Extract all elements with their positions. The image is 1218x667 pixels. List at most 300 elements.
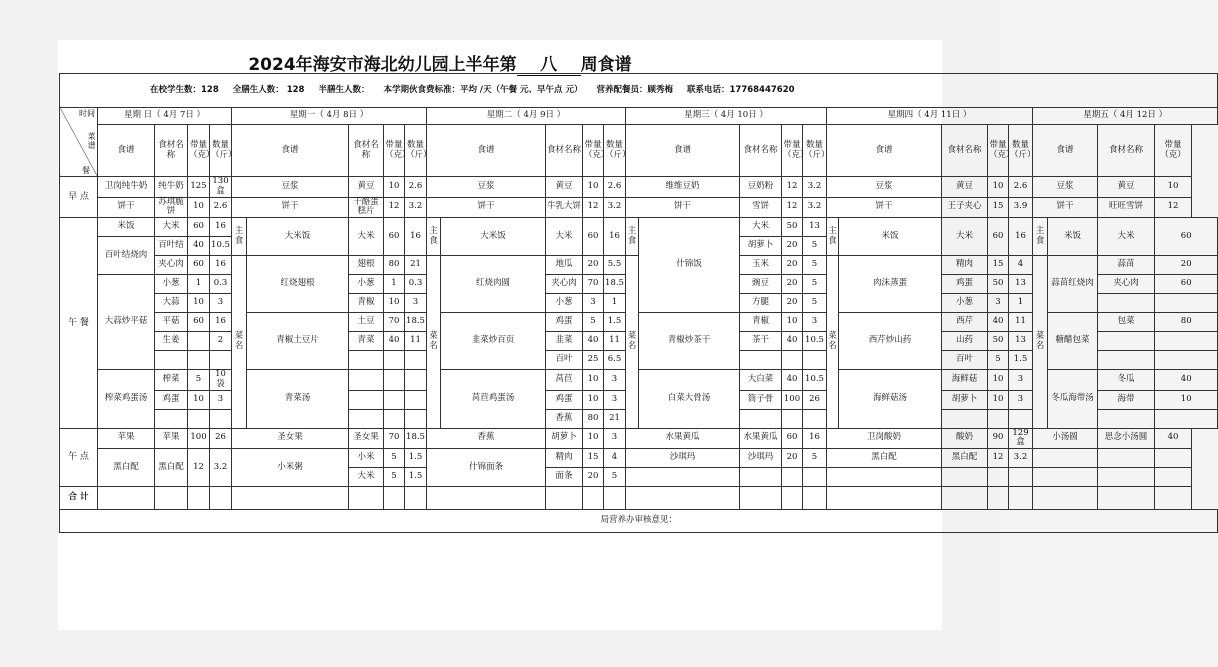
table-cell: 18.5	[405, 428, 427, 449]
info-full-board: 全膳生人数： 128	[232, 84, 305, 95]
col-header-qty: 数量（斤）	[405, 125, 427, 177]
table-cell: 2.6	[405, 177, 427, 198]
table-cell	[1009, 487, 1033, 510]
table-cell: 什锦面条	[427, 449, 546, 487]
table-cell: 小葱	[155, 275, 188, 294]
table-cell: 山药	[942, 332, 988, 351]
table-cell: 26	[210, 428, 232, 449]
table-cell: 90	[988, 428, 1009, 449]
table-cell	[1009, 468, 1033, 487]
table-cell: 13	[803, 218, 827, 237]
table-cell: 10.5	[803, 332, 827, 351]
table-cell: 3.2	[1009, 449, 1033, 468]
table-cell: 黄豆	[546, 177, 583, 198]
table-cell	[427, 487, 546, 510]
table-cell: 豆浆	[1033, 177, 1098, 198]
table-cell	[1033, 449, 1098, 468]
table-cell: 1.5	[405, 449, 427, 468]
col-header-dish: 食谱	[427, 125, 546, 177]
table-cell	[942, 409, 988, 428]
table-cell: 5	[988, 351, 1009, 370]
table-cell	[98, 487, 155, 510]
table-row	[60, 218, 1218, 237]
table-cell	[155, 487, 188, 510]
info-dietitian: 营养配餐员：顾秀梅	[596, 84, 673, 95]
table-cell: 茶干	[740, 332, 782, 351]
table-cell: 1	[1009, 294, 1033, 313]
table-cell: 百叶结	[155, 237, 188, 256]
table-cell: 11	[405, 332, 427, 351]
table-cell	[1155, 449, 1192, 468]
table-cell: 黄豆	[942, 177, 988, 198]
table-cell: 黑白配	[98, 449, 155, 487]
table-cell: 4	[1009, 256, 1033, 275]
table-cell: 饼干	[827, 197, 942, 218]
table-cell: 百叶	[546, 351, 583, 370]
review-opinion: 局营养办审核意见：	[60, 510, 1218, 533]
dish-name: 西芹炒山药	[839, 313, 942, 370]
col-header-ingredient: 食材名称	[546, 125, 583, 177]
table-cell	[188, 351, 210, 370]
table-cell	[349, 409, 384, 428]
corner-time: 时间	[79, 109, 95, 118]
dish-name: 青菜汤	[247, 370, 349, 429]
table-cell: 20	[583, 256, 604, 275]
table-cell: 黄豆	[1098, 177, 1155, 198]
table-cell: 1.5	[405, 468, 427, 487]
table-cell	[384, 487, 405, 510]
table-cell: 榨菜	[155, 370, 188, 391]
table-cell: 100	[188, 428, 210, 449]
table-cell: 蒜苗	[1098, 256, 1155, 275]
table-cell: 70	[384, 313, 405, 332]
section-staple: 主 食	[626, 218, 639, 256]
section-total: 合 计	[60, 487, 98, 510]
table-cell: 1.5	[1009, 351, 1033, 370]
table-cell: 3.2	[803, 177, 827, 198]
table-cell: 大米	[349, 218, 384, 256]
table-cell: 40	[583, 332, 604, 351]
table-cell: 胡萝卜	[740, 237, 782, 256]
table-cell	[1155, 294, 1218, 313]
table-cell: 海鲜菇	[942, 370, 988, 391]
table-cell: 王子夹心	[942, 197, 988, 218]
table-cell	[782, 468, 803, 487]
day-header: 星期二（ 4月 9日 ）	[427, 108, 626, 125]
table-cell: 2.6	[604, 177, 626, 198]
table-cell	[1098, 487, 1155, 510]
table-cell	[1155, 351, 1218, 370]
table-cell: 60	[988, 218, 1009, 256]
table-cell: 5	[604, 468, 626, 487]
table-cell: 10.5	[210, 237, 232, 256]
table-cell	[349, 351, 384, 370]
table-cell: 3	[604, 390, 626, 409]
table-cell: 青椒	[349, 294, 384, 313]
table-cell: 21	[604, 409, 626, 428]
table-row	[60, 428, 1218, 449]
table-cell: 5	[384, 449, 405, 468]
table-cell: 18.5	[604, 275, 626, 294]
table-cell: 玉米	[740, 256, 782, 275]
table-cell	[803, 351, 827, 370]
table-cell: 12	[188, 449, 210, 487]
table-cell: 香蕉	[546, 409, 583, 428]
table-cell: 0.3	[405, 275, 427, 294]
col-header-qty: 数量（斤）	[210, 125, 232, 177]
table-cell: 1.5	[604, 313, 626, 332]
table-cell: 10	[1155, 177, 1192, 198]
dish-name: 韭菜炒百页	[441, 313, 546, 370]
table-cell	[740, 409, 782, 428]
table-cell: 12	[384, 197, 405, 218]
col-header-ingredient: 食材名称	[1098, 125, 1155, 177]
table-cell	[405, 390, 427, 409]
table-cell: 80	[384, 256, 405, 275]
table-cell: 60	[782, 428, 803, 449]
table-cell: 夹心肉	[546, 275, 583, 294]
table-row	[60, 487, 1218, 510]
section-dishes: 菜 名	[1033, 256, 1048, 429]
section-dishes: 菜 名	[626, 256, 639, 429]
table-cell: 40	[782, 370, 803, 391]
table-cell: 80	[1155, 313, 1218, 332]
table-row	[60, 108, 1218, 125]
table-cell: 思念小汤圆	[1098, 428, 1155, 449]
table-cell: 雪饼	[740, 197, 782, 218]
table-cell	[1155, 332, 1218, 351]
table-cell	[1033, 468, 1098, 487]
info-fee-standard: 本学期伙食费标准：平均 /天（午餐 元、早午点 元）	[383, 84, 583, 95]
table-cell: 60	[1155, 218, 1218, 256]
table-cell: 大蒜	[155, 294, 188, 313]
table-cell: 16	[405, 218, 427, 256]
table-cell	[349, 370, 384, 391]
section-staple: 主 食	[427, 218, 441, 256]
table-cell: 10	[782, 313, 803, 332]
table-cell: 豆浆	[427, 177, 546, 198]
table-cell: 豆浆	[827, 177, 942, 198]
table-cell: 16	[604, 218, 626, 256]
table-cell: 豆浆	[232, 177, 349, 198]
table-cell: 50	[988, 275, 1009, 294]
table-cell: 6.5	[604, 351, 626, 370]
table-cell: 10	[384, 294, 405, 313]
table-cell: 16	[210, 218, 232, 237]
table-cell: 精肉	[546, 449, 583, 468]
table-cell: 3	[988, 294, 1009, 313]
table-cell: 苹果	[155, 428, 188, 449]
table-cell	[210, 351, 232, 370]
table-cell: 10	[988, 177, 1009, 198]
table-cell: 冬瓜	[1098, 370, 1155, 391]
table-cell: 3.2	[803, 197, 827, 218]
table-cell: 大米	[155, 218, 188, 237]
table-cell: 26	[803, 390, 827, 409]
table-cell	[604, 487, 626, 510]
table-cell: 5	[583, 313, 604, 332]
table-cell: 20	[583, 468, 604, 487]
col-header-dish: 食谱	[232, 125, 349, 177]
table-cell: 12	[782, 177, 803, 198]
table-row	[60, 125, 1218, 177]
table-cell: 小葱	[349, 275, 384, 294]
table-cell	[1098, 468, 1155, 487]
table-cell	[1098, 351, 1155, 370]
info-phone: 联系电话：17768447620	[686, 84, 795, 95]
table-cell	[626, 468, 740, 487]
table-cell: 黄豆	[349, 177, 384, 198]
table-cell	[384, 409, 405, 428]
table-cell: 10.5	[803, 370, 827, 391]
table-cell: 饼干	[98, 197, 155, 218]
table-cell: 10	[188, 197, 210, 218]
table-cell: 水果黄瓜	[740, 428, 782, 449]
table-cell: 水果黄瓜	[626, 428, 740, 449]
table-cell: 饼干	[626, 197, 740, 218]
table-cell: 15	[988, 197, 1009, 218]
col-header-dish: 食谱	[626, 125, 740, 177]
col-header-ingredient: 食材名称	[942, 125, 988, 177]
table-cell: 40	[1155, 370, 1218, 391]
dish-name: 大米饭	[247, 218, 349, 256]
dish-name: 百叶结烧肉	[98, 237, 155, 275]
col-header-qty: 数量（斤）	[1009, 125, 1033, 177]
info-bar	[60, 74, 1218, 108]
table-cell	[405, 409, 427, 428]
table-cell: 面条	[546, 468, 583, 487]
table-cell	[232, 487, 349, 510]
table-cell: 韭菜	[546, 332, 583, 351]
section-breakfast: 早 点	[60, 177, 98, 218]
title-suffix: 周食谱	[580, 55, 632, 75]
table-cell: 旺旺雪饼	[1098, 197, 1155, 218]
table-cell: 平菇	[155, 313, 188, 332]
table-cell	[942, 487, 988, 510]
table-cell: 小汤圆	[1033, 428, 1098, 449]
table-cell: 胡萝卜	[546, 428, 583, 449]
table-cell	[583, 487, 604, 510]
table-cell: 3	[210, 390, 232, 409]
table-cell: 3	[604, 428, 626, 449]
corner-meal: 餐	[82, 165, 90, 175]
table-cell: 1	[188, 275, 210, 294]
table-cell: 12	[988, 449, 1009, 468]
table-cell: 10	[583, 428, 604, 449]
table-cell: 西芹	[942, 313, 988, 332]
dish-name: 白菜大骨汤	[639, 370, 740, 429]
table-cell	[1009, 409, 1033, 428]
table-cell	[546, 487, 583, 510]
dish-name: 米饭	[839, 218, 942, 256]
table-cell: 海带	[1098, 390, 1155, 409]
table-cell: 夹心肉	[155, 256, 188, 275]
dish-name: 米饭	[98, 218, 155, 237]
dish-name: 大蒜炒平菇	[98, 275, 155, 370]
table-cell: 12	[1155, 197, 1192, 218]
section-staple: 主 食	[827, 218, 839, 256]
table-cell: 方腿	[740, 294, 782, 313]
dish-name: 红烧翅根	[247, 256, 349, 313]
table-cell: 沙琪玛	[626, 449, 740, 468]
day-header: 星期 日（ 4月 7日 ）	[98, 108, 232, 125]
col-header-amount: 带量（克）	[1155, 125, 1192, 177]
table-cell	[803, 487, 827, 510]
table-cell: 10	[188, 390, 210, 409]
dish-name: 海鲜菇汤	[839, 370, 942, 429]
table-cell	[188, 487, 210, 510]
table-cell	[1098, 294, 1155, 313]
table-cell: 5	[803, 237, 827, 256]
table-cell: 20	[782, 275, 803, 294]
table-cell: 大米	[349, 468, 384, 487]
table-cell: 18.5	[405, 313, 427, 332]
day-header: 星期五（ 4月 12日 ）	[1033, 108, 1218, 125]
table-cell	[626, 487, 740, 510]
table-cell: 地瓜	[546, 256, 583, 275]
table-cell: 大米	[546, 218, 583, 256]
title-week-number: 八	[517, 50, 581, 76]
table-cell: 5	[803, 275, 827, 294]
table-cell: 16	[210, 256, 232, 275]
table-cell: 13	[1009, 332, 1033, 351]
table-cell: 16	[803, 428, 827, 449]
table-cell	[405, 351, 427, 370]
dish-name: 肉沫蒸蛋	[839, 256, 942, 313]
table-cell: 莴苣	[546, 370, 583, 391]
table-cell	[782, 487, 803, 510]
table-cell: 3.9	[1009, 197, 1033, 218]
table-cell	[210, 487, 232, 510]
table-cell: 小米	[349, 449, 384, 468]
table-cell	[988, 468, 1009, 487]
table-cell: 4	[604, 449, 626, 468]
table-cell	[405, 487, 427, 510]
table-cell: 3	[210, 294, 232, 313]
menu-table	[59, 73, 1218, 533]
table-cell: 5.5	[604, 256, 626, 275]
dish-name: 青椒炒茶干	[639, 313, 740, 370]
table-cell: 15	[583, 449, 604, 468]
table-row	[60, 74, 1218, 108]
table-cell: 生姜	[155, 332, 188, 351]
table-cell: 3	[604, 370, 626, 391]
table-cell: 20	[782, 294, 803, 313]
table-cell: 20	[782, 449, 803, 468]
table-cell: 维维豆奶	[626, 177, 740, 198]
table-cell: 3	[1009, 390, 1033, 409]
info-half-board: 半膳生人数：	[318, 84, 370, 95]
col-header-qty: 数量（斤）	[604, 125, 626, 177]
section-dishes: 菜 名	[232, 256, 247, 429]
table-row	[60, 177, 1218, 198]
table-cell: 21	[405, 256, 427, 275]
table-cell: 12	[782, 197, 803, 218]
table-cell: 5	[803, 294, 827, 313]
table-cell	[827, 487, 942, 510]
table-cell: 小葱	[546, 294, 583, 313]
table-row	[60, 197, 1218, 218]
table-cell: 大米	[942, 218, 988, 256]
table-cell: 13	[1009, 275, 1033, 294]
table-cell: 10	[384, 177, 405, 198]
table-cell: 翅根	[349, 256, 384, 275]
table-cell: 60	[188, 313, 210, 332]
section-staple: 主 食	[1033, 218, 1048, 256]
table-cell	[782, 351, 803, 370]
table-cell	[1098, 332, 1155, 351]
table-cell	[740, 468, 782, 487]
table-cell: 千酪蛋糕片	[349, 197, 384, 218]
table-cell	[942, 468, 988, 487]
table-cell: 青菜	[349, 332, 384, 351]
col-header-ingredient: 食材名称	[740, 125, 782, 177]
table-cell: 10	[988, 370, 1009, 391]
table-cell	[1155, 409, 1218, 428]
table-cell: 3	[405, 294, 427, 313]
table-cell	[384, 390, 405, 409]
col-header-ingredient: 食材名称	[155, 125, 188, 177]
dish-name: 什锦饭	[639, 218, 740, 313]
table-cell: 大米	[740, 218, 782, 237]
table-cell	[349, 390, 384, 409]
col-header-qty: 数量（斤）	[803, 125, 827, 177]
table-cell: 鸡蛋	[942, 275, 988, 294]
table-cell: 精肉	[942, 256, 988, 275]
table-cell: 3	[803, 313, 827, 332]
table-cell: 3	[583, 294, 604, 313]
dish-name: 蒜苗红烧肉	[1048, 256, 1098, 313]
table-cell: 苏琪脆饼	[155, 197, 188, 218]
table-cell	[782, 409, 803, 428]
table-cell: 80	[583, 409, 604, 428]
table-cell: 20	[782, 256, 803, 275]
table-cell: 饼干	[1033, 197, 1098, 218]
table-cell: 60	[1155, 275, 1218, 294]
table-cell: 圣女果	[232, 428, 349, 449]
table-cell	[1155, 487, 1192, 510]
table-cell: 百叶	[942, 351, 988, 370]
table-cell: 1	[384, 275, 405, 294]
day-header: 星期一（ 4月 8日 ）	[232, 108, 427, 125]
table-cell: 3	[1009, 370, 1033, 391]
col-header-amount: 带量（克）	[583, 125, 604, 177]
table-cell: 鸡蛋	[155, 390, 188, 409]
table-cell	[188, 332, 210, 351]
table-cell: 牛乳大饼	[546, 197, 583, 218]
table-cell: 12	[583, 197, 604, 218]
col-header-dish: 食谱	[827, 125, 942, 177]
table-cell	[1155, 468, 1192, 487]
table-cell: 筒子骨	[740, 390, 782, 409]
table-cell: 40	[384, 332, 405, 351]
table-cell: 70	[583, 275, 604, 294]
section-dishes: 菜 名	[827, 256, 839, 429]
table-row	[60, 449, 1218, 468]
table-cell: 16	[1009, 218, 1033, 256]
table-cell: 2.6	[1009, 177, 1033, 198]
table-cell	[155, 351, 188, 370]
table-cell	[803, 468, 827, 487]
table-cell: 11	[604, 332, 626, 351]
table-cell: 黑白配	[155, 449, 188, 487]
table-cell: 大白菜	[740, 370, 782, 391]
table-cell: 酸奶	[942, 428, 988, 449]
table-cell: 16	[210, 313, 232, 332]
table-cell: 饼干	[232, 197, 349, 218]
table-cell	[740, 351, 782, 370]
table-cell: 70	[384, 428, 405, 449]
